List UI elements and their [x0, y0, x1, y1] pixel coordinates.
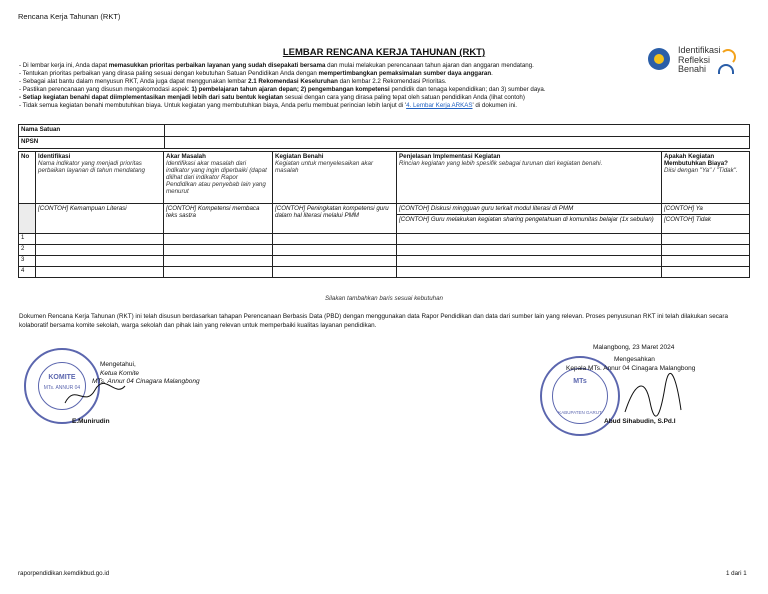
right-signatory-name: Abud Sihabudin, S.Pd.I — [604, 418, 676, 425]
table-row: 2 — [19, 245, 750, 256]
page-title: LEMBAR RENCANA KERJA TAHUNAN (RKT) — [282, 47, 486, 58]
school-info-table — [18, 124, 750, 149]
instruction-item: - Di lembar kerja ini, Anda dapat memasukkan prioritas perbaikan layanan yang sudah disepakati bersama dan mulai melakukan perencanaan tahun ajaran dan anggaran mendatang. — [19, 62, 534, 69]
header-kegiatan-benahi: Kegiatan Benahi Kegiatan untuk menyelesaikan akar masalah — [273, 152, 397, 204]
example-row — [19, 204, 750, 215]
right-signature-scribble — [615, 372, 685, 420]
example-impl-2: [CONTOH] Guru melakukan kegiatan sharing pengetahuan di komunitas belajar (1x sebulan) — [397, 215, 662, 234]
instruction-item: - Sebagai alat bantu dalam menyusun RKT, Anda juga dapat menggunakan lembar 2.1 Rekomendasi Keseluruhan dan lembar 2.2 Rekomendasi Prioritas. — [19, 78, 447, 86]
example-no-cell — [19, 204, 36, 234]
document-header: Rencana Kerja Tahunan (RKT) — [18, 12, 121, 21]
header-no: No — [19, 152, 36, 204]
example-kegiatan: [CONTOH] Peningkatan kompetensi guru dalam hal literasi melalui PMM — [273, 204, 397, 234]
nama-satuan-label: Nama Satuan — [19, 125, 165, 137]
add-rows-hint: Silakan tambahkan baris sesuai kebutuhan — [325, 295, 443, 302]
header-akar-masalah: Akar Masalah Identifikasi akar masalah dari indikator yang ingin diperbaiki (dapat dilihat dari indikator Rapor Pendidikan atau penyebab lain yang menurut — [164, 152, 273, 204]
instruction-item: - Tidak semua kegiatan benahi membutuhkan biaya. Untuk kegiatan yang membutuhkan biaya, Anda perlu membuat perincian lebih lanjut di '4. Lembar Kerja ARKAS' di dokumen ini. — [19, 102, 518, 110]
place-date: Malangbong, 23 Maret 2024 — [593, 344, 675, 351]
table-row: 1 — [19, 234, 750, 245]
table-row: 3 — [19, 256, 750, 267]
komite-stamp: KOMITE MTs. ANNUR 04 — [24, 348, 100, 424]
left-signature-scribble — [60, 378, 130, 413]
instruction-item: - Setiap kegiatan benahi dapat diimplementasikan menjadi lebih dari satu bentuk kegiatan sesuai dengan cara yang dirasa paling tepat oleh satuan pendidikan Anda (lihat contoh) — [19, 94, 525, 102]
example-identifikasi: [CONTOH] Kemampuan Literasi — [36, 204, 164, 234]
header-identifikasi: Identifikasi Nama indikator yang menjadi prioritas perbaikan layanan di tahun mendatang — [36, 152, 164, 204]
rkt-table — [18, 151, 750, 278]
left-signatory-name: E.Munirudin — [72, 418, 110, 425]
nama-satuan-field[interactable] — [165, 125, 750, 137]
example-biaya-2: [CONTOH] Tidak — [662, 215, 750, 234]
header-penjelasan: Penjelasan Implementasi Kegiatan Rincian kegiatan yang lebih spesifik sebagai turunan dari kegiatan benahi. — [397, 152, 662, 204]
closing-paragraph: Dokumen Rencana Kerja Tahunan (RKT) ini telah disusun berdasarkan tahapan Perencanaan Berbasis Data (PBD) dengan menggunakan data Rapor Pendidikan dan data dari sumber lain yang relevan. Proses penyusunan RKT ini telah dilakukan secara kolaboratif bersama komite sekolah, warga sekolah dan pihak lain yang relevan untuk memperbaiki kualitas layanan pendidikan. — [19, 313, 728, 329]
logo-arc-icon — [720, 49, 736, 65]
table-header-row — [19, 152, 750, 204]
page-number: 1 dari 1 — [726, 570, 747, 577]
logo-arc-icon-2 — [718, 64, 734, 74]
example-biaya-1: [CONTOH] Ya — [662, 204, 750, 215]
madrasah-stamp: MTs KABUPATEN GARUT — [540, 356, 620, 436]
footer-url: raporpendidikan.kemdikbud.go.id — [18, 570, 110, 577]
npsn-label: NPSN — [19, 137, 165, 149]
npsn-field[interactable] — [165, 137, 750, 149]
header-biaya: Apakah Kegiatan Membutuhkan Biaya? Diisi dengan "Ya" / "Tidak". — [662, 152, 750, 204]
instruction-list — [19, 62, 659, 111]
irb-logo — [648, 46, 740, 78]
example-impl-1: [CONTOH] Diskusi mingguan guru terkait modul literasi di PMM — [397, 204, 662, 215]
logo-text: Identifikasi Refleksi Benahi — [678, 45, 721, 74]
instruction-item: - Pastikan perencanaan yang disusun mengakomodasi aspek: 1) pembelajaran tahun ajaran depan; 2) pengembangan kompetensi pendidik dan tenaga kependidikan; dan 3) sumber daya. — [19, 86, 546, 94]
instruction-item: - Tentukan prioritas perbaikan yang dirasa paling sesuai dengan kebutuhan Satuan Pendidikan Anda dengan mempertimbangkan pemaksimalan sumber daya anggaran. — [19, 70, 493, 78]
right-signature-text: Mengesahkan Kepala MTs. Annur 04 Cinagara Malangbong — [566, 356, 696, 372]
arkas-link[interactable]: 4. Lembar Kerja ARKAS — [406, 102, 473, 110]
example-akar: [CONTOH] Kompetensi membaca teks sastra — [164, 204, 273, 234]
table-row: 4 — [19, 267, 750, 278]
left-signature-text: Mengetahui, Ketua Komite MTs. Annur 04 Cinagara Malangbong — [92, 361, 200, 385]
